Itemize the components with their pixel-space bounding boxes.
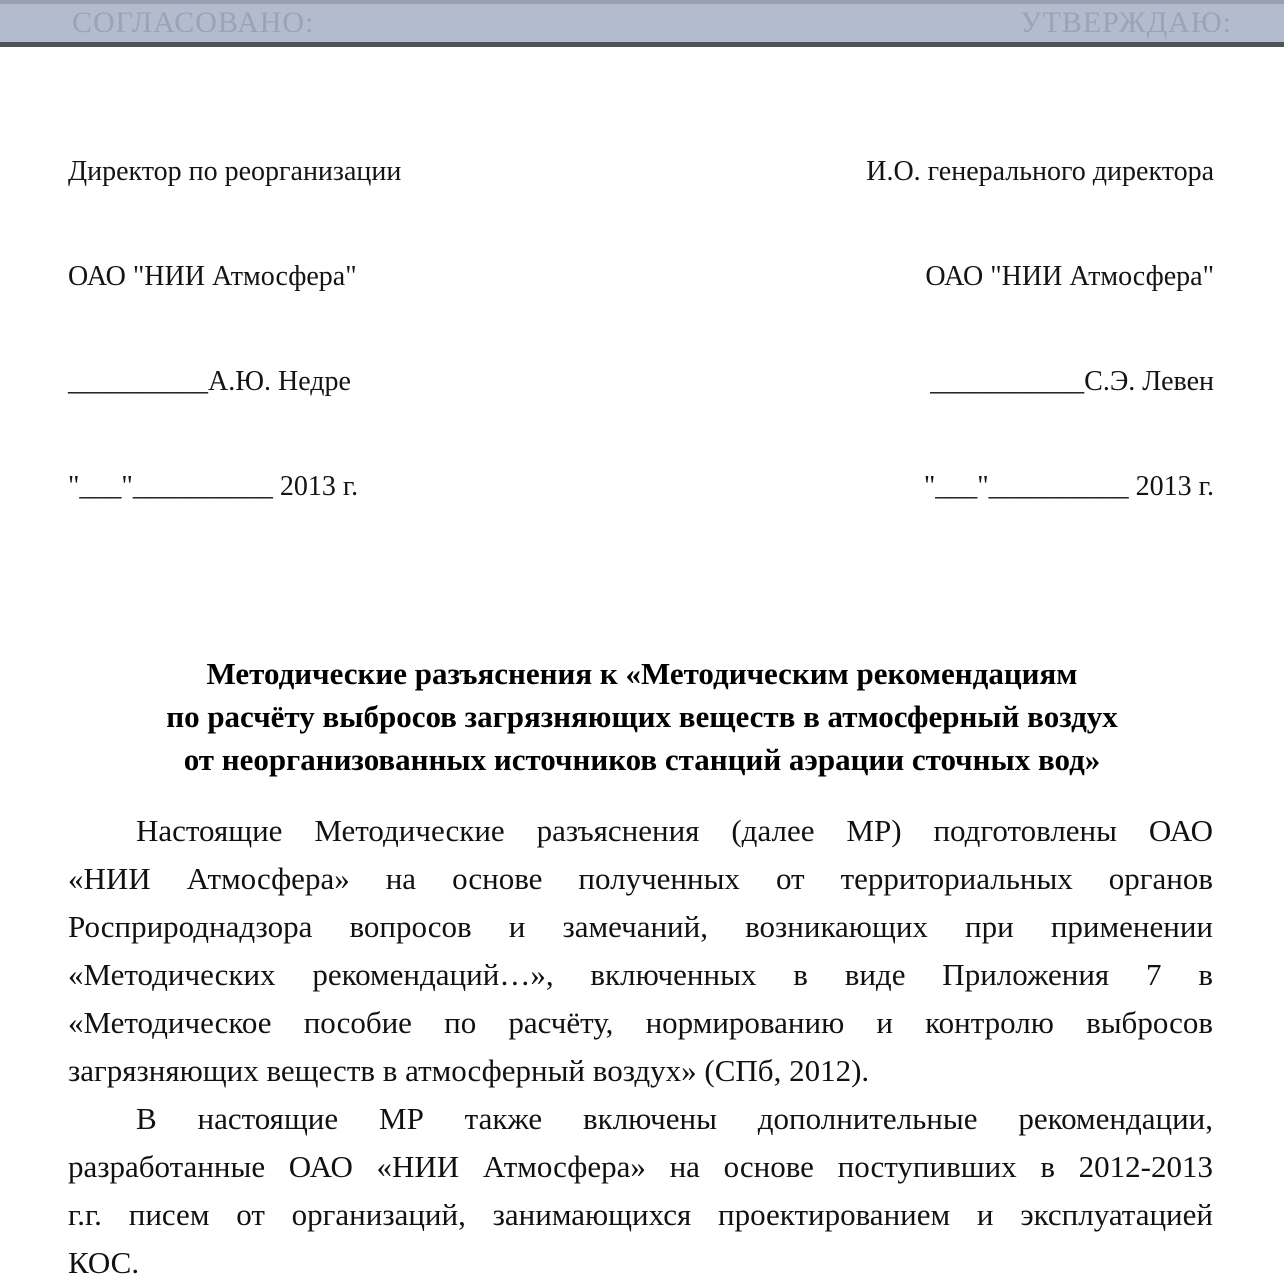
signature-line: __________А.Ю. Недре [68, 366, 351, 397]
body-line: г.г. писем от организаций, занимающихся проектированием и эксплуатацией [68, 1197, 1213, 1232]
page-title-line: по расчёту выбросов загрязняющих веществ в атмосферный воздух [166, 699, 1118, 734]
page-title-line: от неорганизованных источников станций аэрации сточных вод» [183, 742, 1101, 777]
signature-line: ___________С.Э. Левен [930, 366, 1214, 397]
paragraph-2 [68, 1095, 1213, 1287]
signature-block-right [866, 84, 1214, 574]
document-body [68, 807, 1213, 1287]
body-line: Настоящие Методические разъяснения (далее МР) подготовлены ОАО [136, 813, 1213, 848]
page-title [0, 652, 1284, 781]
signatory-position: Директор по реорганизации [68, 156, 402, 187]
page-title-line: Методические разъяснения к «Методическим рекомендациям [206, 656, 1078, 691]
body-line: «Методических рекомендаций…», включенных в виде Приложения 7 в [68, 957, 1213, 992]
body-line: В настоящие МР также включены дополнительные рекомендации, [136, 1101, 1213, 1136]
signature-date-line: "___"__________ 2013 г. [68, 471, 359, 502]
body-line: разработанные ОАО «НИИ Атмосфера» на основе поступивших в 2012-2013 [68, 1149, 1213, 1184]
body-line: «НИИ Атмосфера» на основе полученных от территориальных органов [68, 861, 1213, 896]
signature-blocks [68, 84, 1214, 574]
paragraph-1 [68, 807, 1213, 1095]
body-line: «Методическое пособие по расчёту, нормированию и контролю выбросов [68, 1005, 1213, 1040]
signature-block-left [68, 84, 401, 574]
body-line: загрязняющих веществ в атмосферный воздух» (СПб, 2012). [68, 1053, 870, 1088]
signatory-organization: ОАО "НИИ Атмосфера" [68, 261, 357, 292]
agreed-label: СОГЛАСОВАНО: [72, 6, 315, 39]
signatory-position: И.О. генерального директора [866, 156, 1214, 187]
approved-label: УТВЕРЖДАЮ: [1020, 6, 1232, 39]
signature-date-line: "___"__________ 2013 г. [923, 471, 1214, 502]
body-line: КОС. [68, 1245, 140, 1280]
body-line: Росприроднадзора вопросов и замечаний, возникающих при применении [68, 909, 1213, 944]
approval-status-bar [0, 0, 1284, 47]
signatory-organization: ОАО "НИИ Атмосфера" [925, 261, 1214, 292]
